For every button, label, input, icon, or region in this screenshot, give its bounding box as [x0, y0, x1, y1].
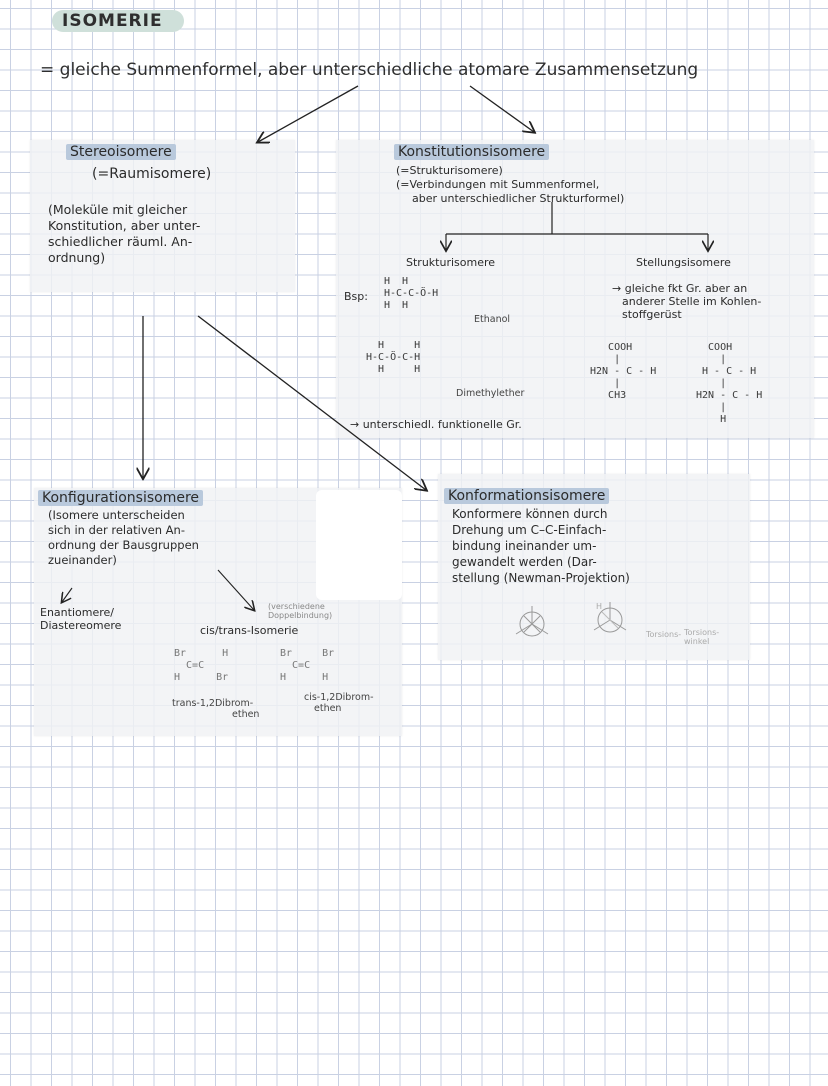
stellung-desc-line: stoffgerüst: [622, 308, 682, 321]
ethanol-formula: H H H-C-C-Ö-H H H: [384, 276, 439, 311]
konfiguration-desc-line: (Isomere unterscheiden: [48, 508, 185, 522]
arrow-to-cistrans: [218, 570, 254, 610]
arrow-to-enantiomere: [62, 588, 72, 602]
trans-label-line: ethen: [232, 709, 260, 720]
stellung-desc-line: → gleiche fkt Gr. aber an: [612, 282, 748, 295]
konstitution-sub1: (=Strukturisomere): [396, 164, 503, 177]
konfiguration-desc-line: ordnung der Bausgruppen: [48, 538, 199, 552]
cistrans-note-line: (verschiedene: [268, 602, 325, 611]
stereo-subtitle: (=Raumisomere): [92, 166, 212, 182]
newman-h-label: H: [596, 602, 603, 611]
definition-text: = gleiche Summenformel, aber unterschiedliche atomare Zusammensetzung: [40, 60, 699, 80]
cis-label-line: cis-1,2Dibrom-: [304, 692, 374, 703]
torsion-label-line: winkel: [684, 637, 710, 646]
konfiguration-desc-line: sich in der relativen An-: [48, 523, 185, 537]
arrow-to-konformation: [198, 316, 426, 490]
cistrans-label: cis/trans-Isomerie: [200, 624, 299, 637]
enantiomere-line: Diastereomere: [40, 619, 122, 632]
stereo-desc-line: ordnung): [48, 250, 106, 265]
cistrans-note-line: Doppelbindung): [268, 611, 333, 620]
struktur-note: → unterschiedl. funktionelle Gr.: [350, 418, 522, 431]
page-title: ISOMERIE: [62, 11, 163, 31]
ether-label: Dimethylether: [456, 388, 525, 399]
konstitution-sub3: aber unterschiedlicher Strukturformel): [412, 192, 625, 205]
stereo-title: Stereoisomere: [66, 144, 176, 160]
struktur-title: Strukturisomere: [406, 256, 496, 269]
stereo-desc-line: (Moleküle mit gleicher: [48, 202, 188, 217]
konfiguration-title: Konfigurationsisomere: [38, 490, 203, 506]
konformation-desc-line: gewandelt werden (Dar-: [452, 555, 597, 569]
stellung-molecule-2: COOH | H - C - H | H2N - C - H | H: [696, 342, 763, 425]
torsion-label-line: Torsions-: [684, 628, 720, 637]
stereo-desc-line: schiedlicher räuml. An-: [48, 234, 193, 249]
enantiomere-line: Enantiomere/: [40, 606, 114, 619]
arrow-to-stereo: [258, 86, 358, 142]
ethanol-label: Ethanol: [474, 314, 511, 325]
stellung-molecule-1: COOH | H2N - C - H | CH3: [590, 342, 657, 401]
cis-label-line: ethen: [314, 703, 342, 714]
staggered-label: Torsions-: [646, 630, 682, 639]
konformation-title: Konformationsisomere: [444, 488, 609, 504]
konformation-desc-line: stellung (Newman-Projektion): [452, 571, 630, 585]
bsp-label: Bsp:: [344, 290, 368, 303]
konstitution-title: Konstitutionsisomere: [394, 144, 549, 160]
trans-label-line: trans-1,2Dibrom-: [172, 698, 254, 709]
konformation-desc-line: Konformere können durch: [452, 507, 608, 521]
stereo-desc-line: Konstitution, aber unter-: [48, 218, 201, 233]
ether-formula: H H H-C-Ö-C-H H H: [366, 340, 421, 375]
konformation-desc-line: bindung ineinander um-: [452, 539, 597, 553]
arrow-to-konstitution: [470, 86, 534, 132]
konstitution-sub2: (=Verbindungen mit Summenformel,: [396, 178, 600, 191]
stellung-desc-line: anderer Stelle im Kohlen-: [622, 295, 762, 308]
cis-formula: Br Br C=C H H: [280, 648, 335, 683]
konformation-desc-line: Drehung um C–C-Einfach-: [452, 523, 607, 537]
konfiguration-desc-line: zueinander): [48, 553, 117, 567]
stellung-title: Stellungsisomere: [636, 256, 731, 269]
trans-formula: Br H C=C H Br: [174, 648, 229, 683]
